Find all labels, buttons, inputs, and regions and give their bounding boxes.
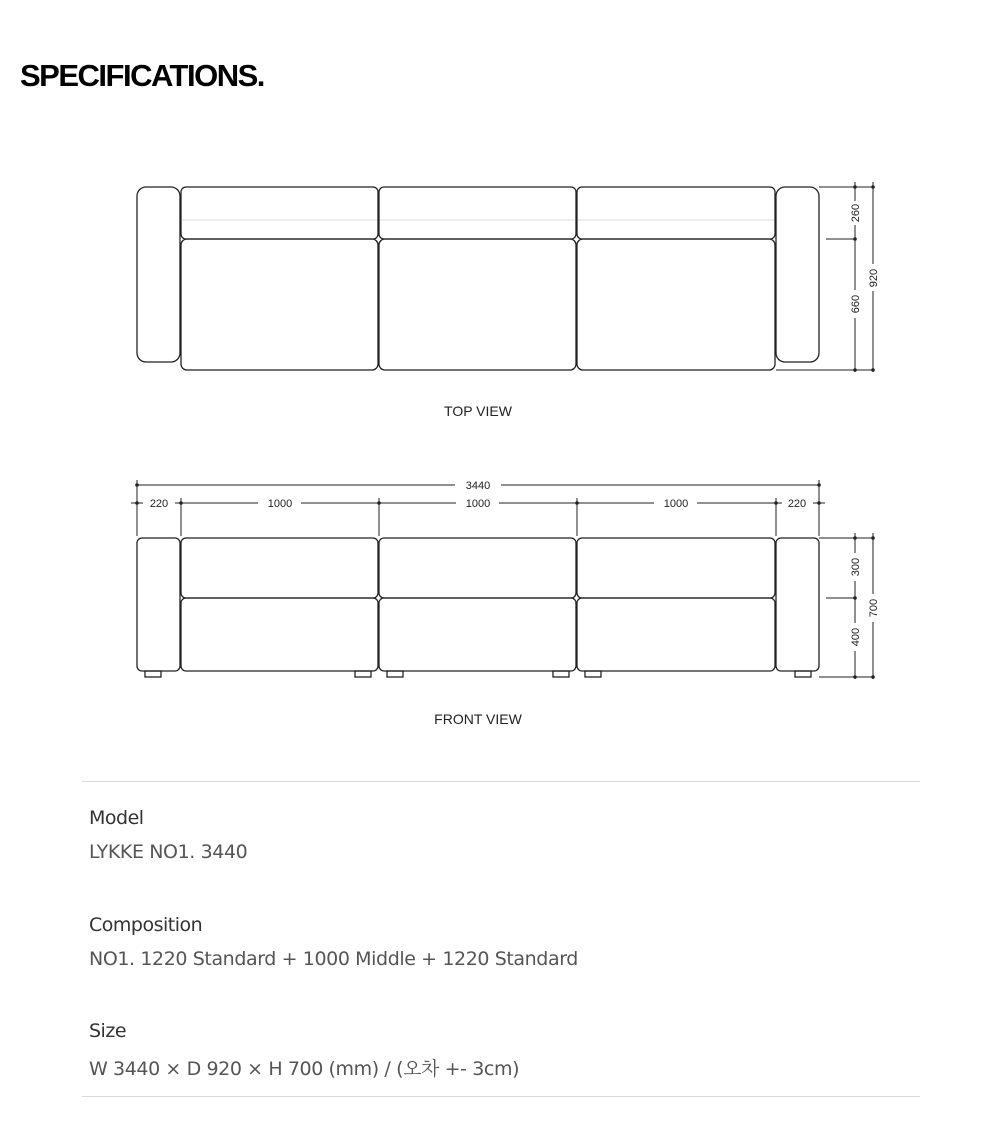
front-right-arm	[776, 538, 819, 671]
top-back-cushion-3	[577, 187, 775, 239]
spec-value: LYKKE NO1. 3440	[89, 841, 248, 863]
front-seat-cushion-2	[379, 598, 576, 671]
page-title: SPECIFICATIONS.	[20, 58, 264, 93]
sofa-foot	[585, 671, 601, 677]
dimension-markers	[135, 185, 875, 679]
top-seat-cushion-1	[181, 239, 378, 370]
spec-size	[89, 1020, 519, 1081]
front-view-sofa	[137, 538, 819, 677]
spec-composition	[89, 914, 578, 970]
top-depth-seat-label: 660	[850, 294, 862, 314]
front-back-cushion-3	[577, 538, 775, 598]
front-seat-cushion-3	[577, 598, 775, 671]
sofa-foot	[387, 671, 403, 677]
top-depth-back-label: 260	[850, 203, 862, 223]
front-total-width-label: 3440	[465, 480, 491, 492]
top-view-sofa	[137, 187, 819, 370]
top-back-cushion-1	[181, 187, 378, 239]
top-back-cushion-2	[379, 187, 576, 239]
front-height-seat-label: 400	[850, 627, 862, 647]
front-left-arm	[137, 538, 180, 671]
top-seat-cushion-3	[577, 239, 775, 370]
top-view-caption: TOP VIEW	[444, 403, 512, 419]
front-height-total-label: 700	[868, 598, 880, 618]
spec-value: NO1. 1220 Standard + 1000 Middle + 1220 Standard	[89, 948, 578, 970]
front-arm-left-label: 220	[149, 498, 169, 510]
top-left-arm	[137, 187, 180, 362]
front-view-caption: FRONT VIEW	[434, 711, 522, 727]
top-seat-cushion-2	[379, 239, 576, 370]
spec-value: W 3440 × D 920 × H 700 (mm) / (오차 +- 3cm)	[89, 1058, 520, 1080]
spec-model	[89, 807, 247, 863]
top-depth-total-label: 920	[868, 268, 880, 288]
front-back-cushion-1	[181, 538, 378, 598]
sofa-foot	[553, 671, 569, 677]
front-module-1-label: 1000	[267, 498, 293, 510]
front-module-3-label: 1000	[663, 498, 689, 510]
sofa-foot	[795, 671, 811, 677]
front-arm-right-label: 220	[787, 498, 807, 510]
sofa-foot	[145, 671, 161, 677]
front-module-2-label: 1000	[465, 498, 491, 510]
sofa-foot	[355, 671, 371, 677]
top-right-arm	[776, 187, 819, 362]
divider-top	[82, 781, 920, 782]
front-height-back-label: 300	[850, 557, 862, 577]
front-seat-cushion-1	[181, 598, 378, 671]
front-view-dimensions	[131, 480, 873, 679]
spec-label: Size	[89, 1020, 127, 1042]
spec-label: Model	[89, 807, 144, 829]
front-back-cushion-2	[379, 538, 576, 598]
spec-label: Composition	[89, 914, 203, 936]
divider-bottom	[82, 1096, 920, 1097]
